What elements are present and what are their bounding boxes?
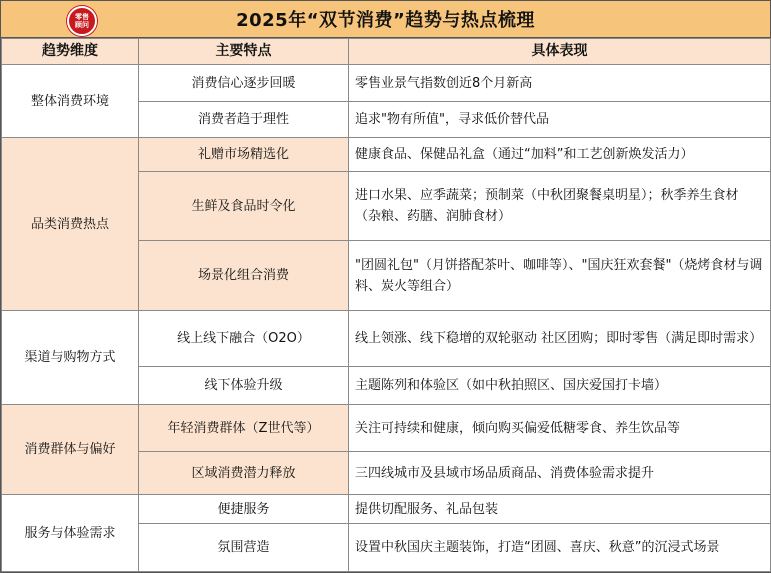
logo-line-2: 顾问	[75, 21, 89, 29]
dimension-cell: 整体消费环境	[2, 65, 139, 138]
table-row	[2, 138, 771, 172]
table-row	[2, 495, 771, 524]
detail-cell: 关注可持续和健康，倾向购买偏爱低糖零食、养生饮品等	[349, 405, 771, 452]
feature-cell: 区域消费潜力释放	[139, 452, 349, 495]
detail-cell: 追求"物有所值"，寻求低价替代品	[349, 102, 771, 138]
page-title: 2025年“双节消费”趋势与热点梳理	[236, 10, 535, 31]
detail-cell: 提供切配服务、礼品包装	[349, 495, 771, 524]
detail-cell: 三四线城市及县域市场品质商品、消费体验需求提升	[349, 452, 771, 495]
header-detail: 具体表现	[349, 39, 771, 65]
table-row	[2, 405, 771, 452]
table-row	[2, 65, 771, 102]
table-header-row	[2, 39, 771, 65]
detail-cell: 主题陈列和体验区（如中秋拍照区、国庆爱国打卡墙）	[349, 367, 771, 405]
detail-cell: 线上领涨、线下稳增的双轮驱动 社区团购；即时零售（满足即时需求）	[349, 311, 771, 367]
feature-cell: 消费者趋于理性	[139, 102, 349, 138]
detail-cell: 零售业景气指数创近8个月新高	[349, 65, 771, 102]
feature-cell: 便捷服务	[139, 495, 349, 524]
title-bar	[1, 1, 770, 38]
brand-seal-logo	[67, 6, 97, 36]
logo-line-1: 零售	[75, 13, 89, 21]
dimension-cell: 品类消费热点	[2, 138, 139, 311]
detail-cell: "团圆礼包"（月饼搭配茶叶、咖啡等）、"国庆狂欢套餐"（烧烤食材与调料、炭火等组合）	[349, 241, 771, 311]
feature-cell: 线上线下融合（O2O）	[139, 311, 349, 367]
feature-cell: 年轻消费群体（Z世代等）	[139, 405, 349, 452]
feature-cell: 氛围营造	[139, 524, 349, 572]
feature-cell: 礼赠市场精选化	[139, 138, 349, 172]
trend-table	[1, 38, 771, 572]
feature-cell: 线下体验升级	[139, 367, 349, 405]
dimension-cell: 渠道与购物方式	[2, 311, 139, 405]
feature-cell: 生鲜及食品时令化	[139, 172, 349, 241]
detail-cell: 健康食品、保健品礼盒（通过“加料”和工艺创新焕发活力）	[349, 138, 771, 172]
dimension-cell: 服务与体验需求	[2, 495, 139, 572]
header-feature: 主要特点	[139, 39, 349, 65]
header-dimension: 趋势维度	[2, 39, 139, 65]
feature-cell: 消费信心逐步回暖	[139, 65, 349, 102]
table-row	[2, 311, 771, 367]
feature-cell: 场景化组合消费	[139, 241, 349, 311]
dimension-cell: 消费群体与偏好	[2, 405, 139, 495]
detail-cell: 进口水果、应季蔬菜；预制菜（中秋团聚餐桌明星）；秋季养生食材（杂粮、药膳、润肺食材）	[349, 172, 771, 241]
detail-cell: 设置中秋国庆主题装饰，打造“团圆、喜庆、秋意”的沉浸式场景	[349, 524, 771, 572]
